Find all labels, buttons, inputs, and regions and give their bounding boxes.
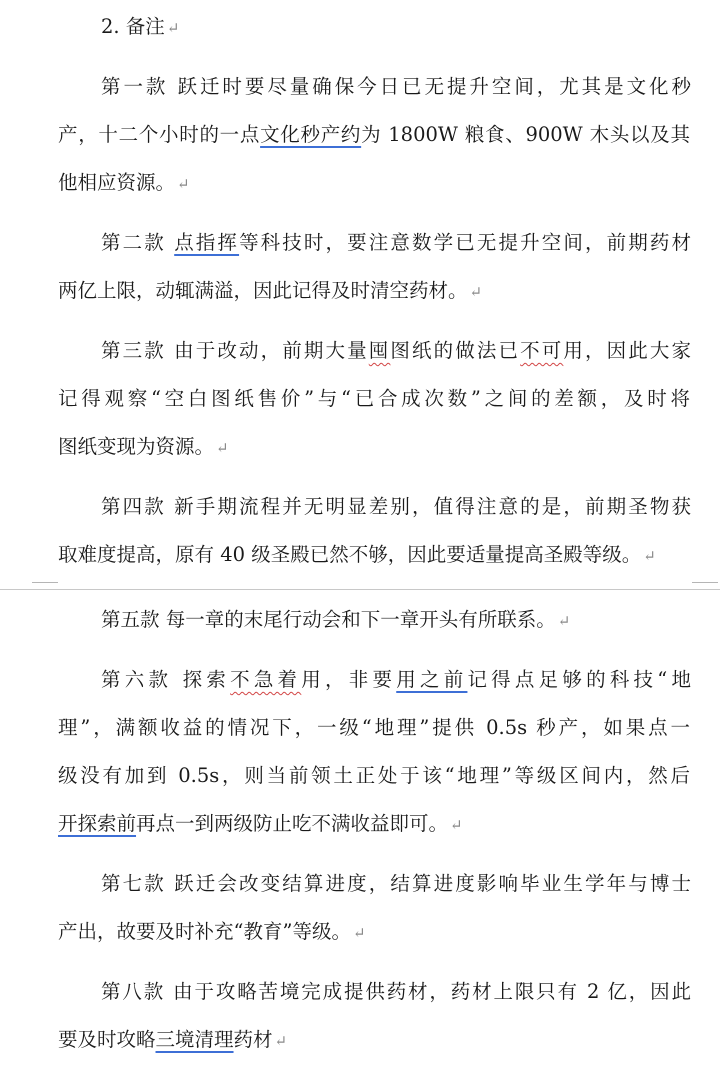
underlined-term: 文化秒产约 [260, 123, 362, 146]
p8-line-1: 第八款 由于攻略苦境完成提供药材，药材上限只有 2 亿，因此 [101, 980, 691, 1003]
paragraph-mark-icon: ↵ [557, 612, 571, 630]
underlined-term: 开探索前 [58, 812, 137, 835]
p3-line-3: 图纸变现为资源。 ↵ [58, 435, 229, 458]
p1-line-3: 他相应资源。 ↵ [58, 171, 190, 194]
p8-line-2: 要及时攻略三境清理药材 ↵ [58, 1028, 288, 1051]
paragraph-mark-icon: ↵ [352, 924, 366, 942]
spellcheck-term: 不急着 [230, 668, 302, 691]
p4-line-2: 取难度提高，原有 40 级圣殿已然不够，因此要适量提高圣殿等级。 ↵ [58, 543, 656, 566]
p2-line-1: 第二款 点指挥等科技时，要注意数学已无提升空间，前期药材 [101, 231, 691, 254]
p7-line-2: 产出，故要及时补充“教育”等级。 ↵ [58, 920, 366, 943]
p1-line-1: 第一款 跃迁时要尽量确保今日已无提升空间，尤其是文化秒 [101, 75, 691, 98]
p7-line-1: 第七款 跃迁会改变结算进度，结算进度影响毕业生学年与博士 [101, 872, 691, 895]
p6-line-1: 第六款 探索不急着用，非要用之前记得点足够的科技“地 [101, 668, 691, 691]
paragraph-mark-icon: ↵ [643, 547, 656, 565]
paragraph-mark-icon: ↵ [166, 19, 180, 37]
p2-line-2: 两亿上限，动辄满溢，因此记得及时清空药材。 ↵ [58, 279, 483, 302]
p6-line-3: 级没有加到 0.5s，则当前领土正处于该“地理”等级区间内，然后 [58, 764, 690, 787]
page-break-divider [0, 589, 720, 590]
paragraph-mark-icon: ↵ [469, 283, 483, 301]
p5-line-1: 第五款 每一章的末尾行动会和下一章开头有所联系。 ↵ [101, 608, 571, 631]
paragraph-mark-icon: ↵ [274, 1032, 288, 1050]
underlined-term: 点指挥 [174, 231, 240, 254]
spellcheck-term: 囤 [368, 339, 391, 362]
p6-line-4: 开探索前再点一到两级防止吃不满收益即可。 ↵ [58, 812, 463, 835]
spellcheck-term: 不可 [520, 339, 564, 362]
p3-line-2: 记得观察“空白图纸售价”与“已合成次数”之间的差额，及时将 [58, 387, 690, 410]
paragraph-mark-icon: ↵ [216, 439, 229, 457]
p4-line-1: 第四款 新手期流程并无明显差别，值得注意的是，前期圣物获 [101, 495, 691, 518]
paragraph-mark-icon: ↵ [177, 175, 190, 193]
p3-line-1: 第三款 由于改动，前期大量囤图纸的做法已不可用，因此大家 [101, 339, 691, 362]
paragraph-mark-icon: ↵ [450, 816, 463, 834]
section-heading [101, 14, 179, 41]
underlined-term: 用之前 [396, 668, 468, 691]
underlined-term: 三境清理 [155, 1028, 234, 1051]
p1-line-2: 产，十二个小时的一点文化秒产约为 1800W 粮食、900W 木头以及其 [58, 123, 690, 146]
p6-line-2: 理”，满额收益的情况下，一级“地理”提供 0.5s 秒产，如果点一 [58, 716, 690, 739]
heading-text: 2. 备注 [101, 15, 165, 38]
